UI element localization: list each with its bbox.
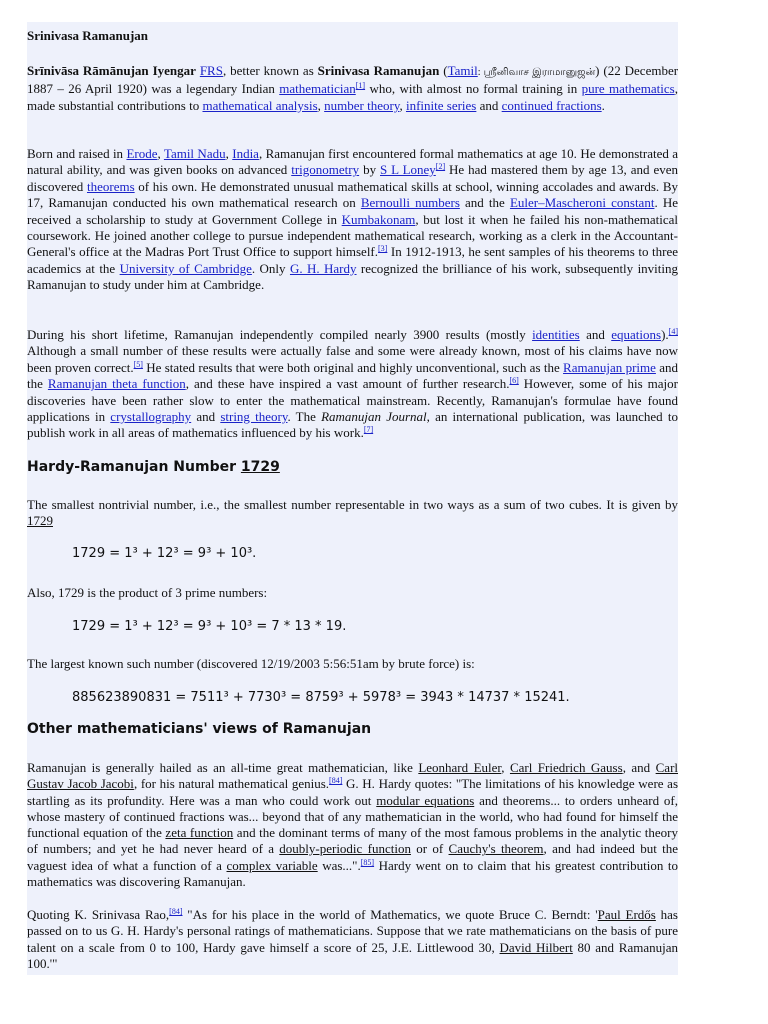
link-equations[interactable]: equations xyxy=(611,327,662,342)
link-modular-equations[interactable]: modular equations xyxy=(376,792,475,808)
link-bernoulli-numbers[interactable]: Bernoulli numbers xyxy=(360,195,460,211)
link-theorems[interactable]: theorems xyxy=(86,178,135,194)
link-india[interactable]: India xyxy=(232,146,259,161)
equation-1729-primes: 1729 = 1³ + 12³ = 9³ + 10³ = 7 * 13 * 19. xyxy=(72,619,347,634)
reference-link[interactable]: [3] xyxy=(378,244,388,254)
common-name: Srinivasa Ramanujan xyxy=(317,63,440,78)
link-pure-mathematics[interactable]: pure mathematics xyxy=(581,81,675,97)
largest-number-text: The largest known such number (discovered 12/19/2003 5:56:51am by brute force) is: xyxy=(27,656,475,671)
reference-link[interactable]: [5] xyxy=(133,359,143,369)
rao-quote-paragraph: Quoting K. Srinivasa Rao,[84] "As for his place in the world of Mathematics, we quote Bruce C. Berndt: 'Paul Erdős has passed on to us G. H. Hardy's personal ratings of mathematicians. Suppose that we rate mathematicians on the basis of pure talent on a scale from 0 to 100, Hardy gave himself a score of 25, J.E. Littlewood 30, David Hilbert 80 and Ramanujan 100.'" xyxy=(27,907,678,971)
early-life-paragraph: Born and raised in Erode, Tamil Nadu, India, Ramanujan first encountered formal mathematics at age 10. He demonstrated a natural ability, and was given books on advanced trigonometry by S L Loney[2] He had mastered them by age 13, and even discovered theorems of his own. He demonstrated unusual mathematical skills at school, winning accolades and awards. By 17, Ramanujan conducted his own mathematical research on Bernoulli numbers and the Euler–Mascheroni constant. He received a scholarship to study at Government College in Kumbakonam, but lost it when he failed his non-mathematical coursework. He joined another college to pursue independent mathematical research, working as a clerk in the Accountant-General's office at the Madras Port Trust Office to support himself.[3] In 1912-1913, he sent samples of his theorems to three academics at the University of Cambridge. Only G. H. Hardy recognized the brilliance of his work, subsequently inviting Ramanujan to study under him at Cambridge. xyxy=(27,146,679,293)
link-zeta-function[interactable]: zeta function xyxy=(165,825,234,841)
section-heading-other-views: Other mathematicians' views of Ramanujan xyxy=(27,721,372,737)
intro-paragraph: Srīnivāsa Rāmānujan Iyengar FRS, better known as Srinivasa Ramanujan (Tamil: ஸ்ரீனிவாச இராமானுஜன்) (22 December 1887 – 26 April 1920) was a legendary Indian mathematician[1] who, with almost no formal training in pure mathematics, made substantial contributions to mathematical analysis, number theory, infinite series and continued fractions. xyxy=(27,63,679,113)
hardy-number-intro: The smallest nontrivial number, i.e., the smallest number representable in two ways as a sum of two cubes. It is given by 1729 xyxy=(27,497,678,529)
link-complex-variable[interactable]: complex variable xyxy=(226,857,318,873)
link-identities[interactable]: identities xyxy=(532,327,580,342)
equation-1729-cubes: 1729 = 1³ + 12³ = 9³ + 10³. xyxy=(72,546,257,561)
reference-link[interactable]: [6] xyxy=(509,376,519,386)
link-mathematician[interactable]: mathematician xyxy=(279,81,356,97)
reference-link[interactable]: [85] xyxy=(360,857,375,867)
link-carl-friedrich-gauss[interactable]: Carl Friedrich Gauss xyxy=(509,760,623,775)
reference-link[interactable]: [7] xyxy=(363,425,374,435)
link-euler-mascheroni[interactable]: Euler–Mascheroni constant xyxy=(509,195,655,211)
link-tamil[interactable]: Tamil xyxy=(447,63,478,78)
link-doubly-periodic-function[interactable]: doubly-periodic function xyxy=(279,841,411,857)
link-infinite-series[interactable]: infinite series xyxy=(405,97,477,113)
tamil-script: : ஸ்ரீனிவாச இராமானுஜன் xyxy=(477,67,596,78)
link-1729[interactable]: 1729 xyxy=(27,513,53,529)
link-david-hilbert[interactable]: David Hilbert xyxy=(499,939,573,955)
link-number-theory[interactable]: number theory xyxy=(324,97,400,113)
results-paragraph: During his short lifetime, Ramanujan independently compiled nearly 3900 results (mostly identities and equations).[4] Although a small number of these results were actually false and some were already known, most of his claims have now been proven correct.[5] He stated results that were both original and highly unconventional, such as the Ramanujan prime and the Ramanujan theta function, and these have inspired a vast amount of further research.[6] However, some of his major discoveries have been rather slow to enter the mathematical mainstream. Recently, Ramanujan's formulae have found applications in crystallography and string theory. The Ramanujan Journal, an international publication, was launched to publish work in all areas of mathematics influenced by his work.[7] xyxy=(27,327,679,441)
page-title: Srinivasa Ramanujan xyxy=(27,28,148,43)
link-tamil-nadu[interactable]: Tamil Nadu xyxy=(163,146,226,161)
link-ramanujan-theta-function[interactable]: Ramanujan theta function xyxy=(47,376,186,392)
views-paragraph: Ramanujan is generally hailed as an all-time great mathematician, like Leonhard Euler, Carl Friedrich Gauss, and Carl Gustav Jacob Jacobi, for his natural mathematical genius.[84] G. H. Hardy quotes: "The limitations of his knowledge were as startling as its profundity. Here was a man who could work out modular equations and theorems... to orders unheard of, whose mastery of continued fractions was... beyond that of any mathematician in the world, who had found for himself the functional equation of the zeta function and the dominant terms of many of the most famous problems in the analytic theory of numbers; and yet he had never heard of a doubly-periodic function or of Cauchy's theorem, and had indeed but the vaguest idea of what a function of a complex variable was...".[85] Hardy went on to claim that his greatest contribution to mathematics was discovering Ramanujan. xyxy=(27,760,679,890)
link-continued-fractions[interactable]: continued fractions xyxy=(501,97,602,113)
full-name: Srīnivāsa Rāmānujan Iyengar xyxy=(27,63,196,78)
reference-link[interactable]: [84] xyxy=(169,907,183,916)
reference-link[interactable]: [1] xyxy=(355,81,366,91)
equation-largest-number: 885623890831 = 7511³ + 7730³ = 8759³ + 5978³ = 3943 * 14737 * 15241. xyxy=(72,690,570,705)
link-cauchys-theorem[interactable]: Cauchy's theorem xyxy=(448,841,544,857)
link-mathematical-analysis[interactable]: mathematical analysis xyxy=(202,97,318,113)
link-gh-hardy[interactable]: G. H. Hardy xyxy=(289,260,357,276)
link-kumbakonam[interactable]: Kumbakonam xyxy=(341,211,416,227)
link-frs[interactable]: FRS xyxy=(199,63,223,78)
link-erode[interactable]: Erode xyxy=(126,146,158,161)
product-of-primes-text: Also, 1729 is the product of 3 prime numbers: xyxy=(27,585,268,600)
link-university-of-cambridge[interactable]: University of Cambridge xyxy=(119,260,252,276)
link-crystallography[interactable]: crystallography xyxy=(110,409,192,425)
reference-link[interactable]: [84] xyxy=(329,776,343,786)
link-ramanujan-prime[interactable]: Ramanujan prime xyxy=(563,359,656,375)
section-heading-hardy-ramanujan-number: Hardy-Ramanujan Number 1729 xyxy=(27,459,280,475)
heading-link-1729[interactable]: 1729 xyxy=(240,459,280,475)
link-string-theory[interactable]: string theory xyxy=(220,409,288,425)
reference-link[interactable]: [2] xyxy=(435,162,446,172)
link-trigonometry[interactable]: trigonometry xyxy=(291,162,360,178)
journal-title: Ramanujan Journal xyxy=(321,409,427,425)
reference-link[interactable]: [4] xyxy=(668,327,678,336)
link-sl-loney[interactable]: S L Loney xyxy=(380,162,436,178)
link-carl-gustav-jacob-jacobi[interactable]: Carl Gustav Jacob Jacobi xyxy=(27,760,679,792)
link-paul-erdos[interactable]: Paul Erdős xyxy=(597,907,656,922)
link-leonhard-euler[interactable]: Leonhard Euler xyxy=(418,760,502,775)
